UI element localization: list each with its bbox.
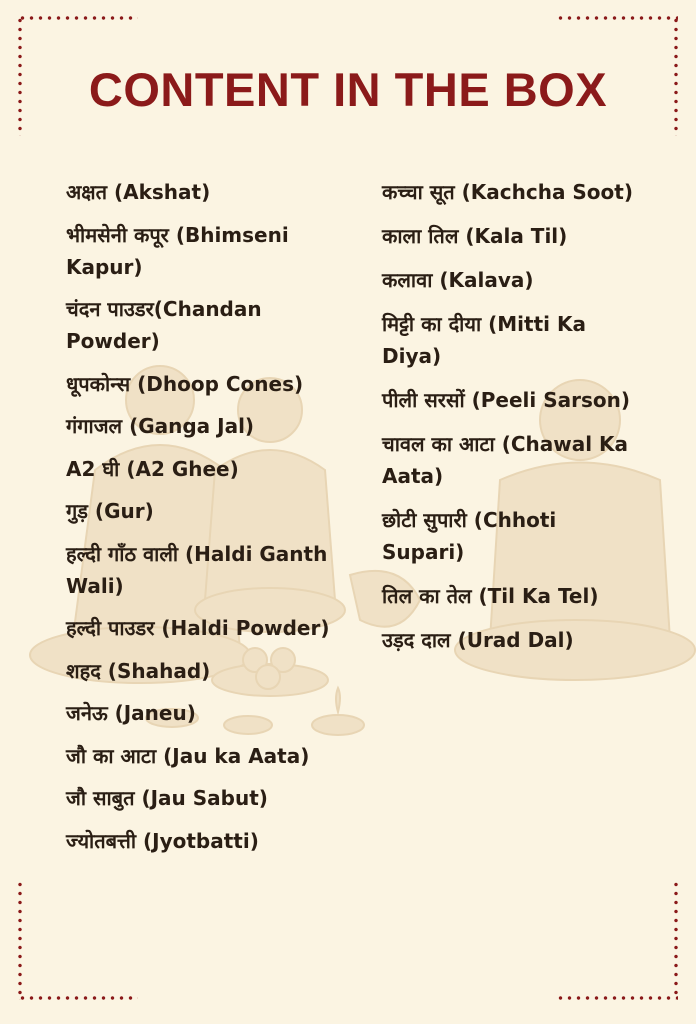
list-item: मिट्टी का दीया (Mitti Ka Diya) (382, 312, 586, 368)
list-item: पीली सरसों (Peeli Sarson) (382, 388, 630, 412)
list-item: कलावा (Kalava) (382, 268, 534, 292)
list-item: गंगाजल (Ganga Jal) (66, 414, 255, 438)
list-item: जौ साबुत (Jau Sabut) (66, 786, 268, 810)
list-item: शहद (Shahad) (66, 658, 211, 683)
list-item: हल्दी गाँठ वाली (Haldi Ganth Wali) (66, 541, 328, 598)
list-item: उड़द दाल (Urad Dal) (382, 628, 574, 652)
list-item: अक्षत (Akshat) (66, 180, 211, 204)
item-list-right (382, 176, 642, 668)
list-item: छोटी सुपारी (Chhoti Supari) (382, 508, 557, 564)
list-item: चंदन पाउडर(Chandan Powder) (66, 297, 262, 353)
list-item: हल्दी पाउडर (Haldi Powder) (66, 616, 330, 640)
list-item: जौ का आटा (Jau ka Aata) (66, 743, 310, 768)
list-item: ज्योतबत्ती (Jyotbatti) (66, 828, 259, 853)
list-item: तिल का तेल (Til Ka Tel) (382, 584, 599, 608)
list-item: काला तिल (Kala Til) (382, 224, 568, 248)
list-item: धूपकोन्स (Dhoop Cones) (66, 371, 304, 396)
list-item: चावल का आटा (Chawal Ka Aata) (382, 432, 629, 488)
item-list-left (66, 176, 336, 867)
list-item: A2 घी (A2 Ghee) (66, 456, 239, 481)
list-item: भीमसेनी कपूर (Bhimseni Kapur) (66, 222, 289, 279)
page-title: CONTENT IN THE BOX (88, 63, 608, 116)
list-item: गुड़ (Gur) (66, 499, 154, 523)
list-item: कच्चा सूत (Kachcha Soot) (382, 180, 633, 204)
list-item: जनेऊ (Janeu) (66, 701, 196, 725)
